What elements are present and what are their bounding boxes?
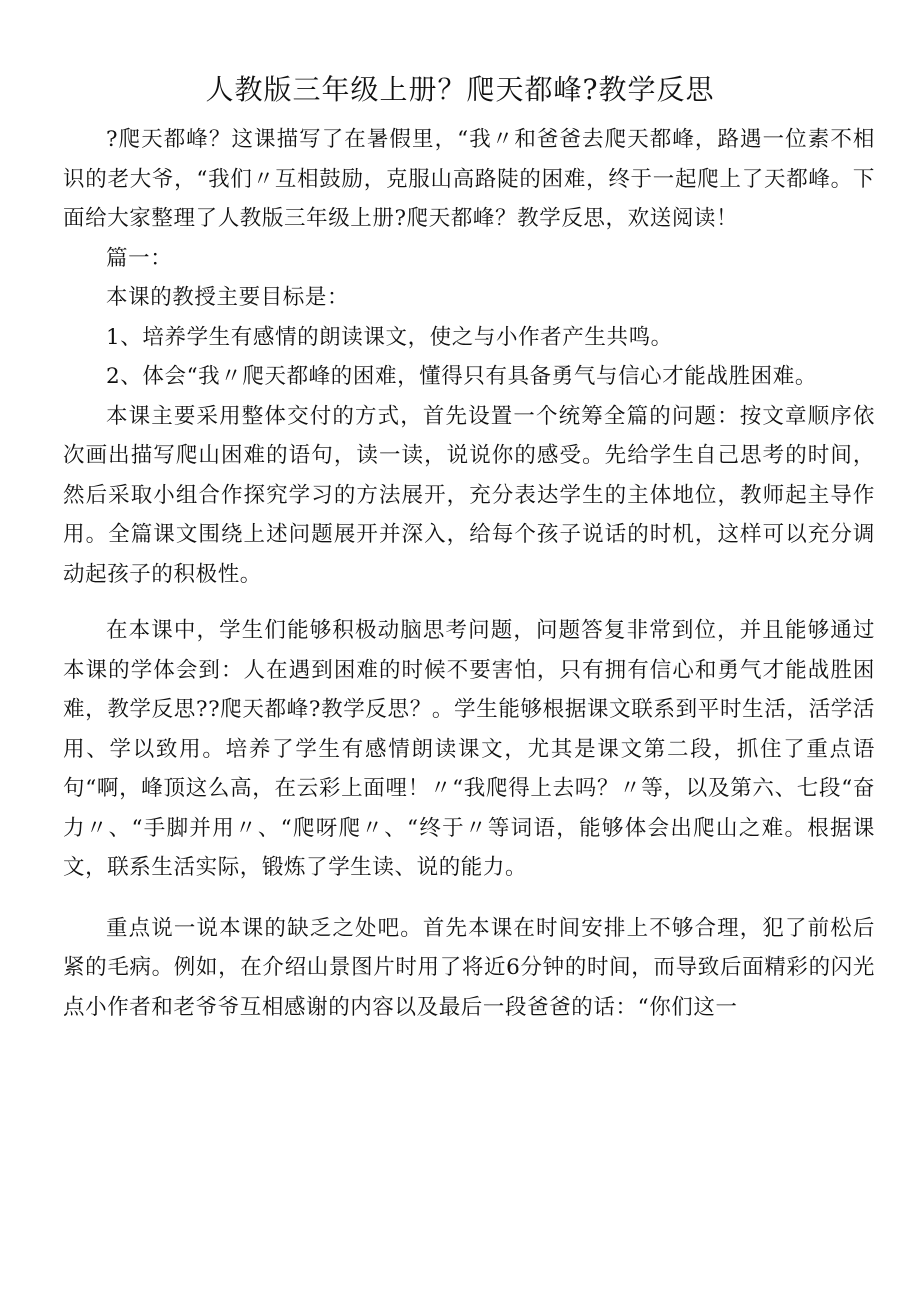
goal-item-2: 2、体会“我〃爬天都峰的困难，懂得只有具备勇气与信心才能战胜困难。: [106, 364, 817, 389]
intro-paragraph: ?爬天都峰？这课描写了在暑假里，“我〃和爸爸去爬天都峰，路遇一位素不相识的老大爷，“我们〃互相鼓励，克服山高路陡的困难，终于一起爬上了天都峰。下面给大家整理了人教版三年级上册?爬天都峰？教学反思，欢送阅读！: [63, 127, 875, 231]
document-body: [63, 120, 875, 1027]
section-heading: 篇一：: [106, 245, 173, 271]
result-paragraph: 在本课中，学生们能够积极动脑思考问题，问题答复非常到位，并且能够通过本课的学体会到：人在遇到困难的时候不要害怕，只有拥有信心和勇气才能战胜困难，教学反思??爬天都峰?教学反思？。学生能够根据课文联系到平时生活，活学活用、学以致用。培养了学生有感情朗读课文，尤其是课文第二段，抓住了重点语句“啊，峰顶这么高，在云彩上面哩！〃“我爬得上去吗？〃等，以及第六、七段“奋力〃、“手脚并用〃、“爬呀爬〃、“终于〃等词语，能够体会出爬山之难。根据课文，联系生活实际，锻炼了学生读、说的能力。: [63, 618, 875, 880]
goals-heading: 本课的教授主要目标是：: [106, 285, 350, 310]
goal-item-1: 1、培养学生有感情的朗读课文，使之与小作者产生共鸣。: [106, 324, 673, 350]
document-title: 人教版三年级上册？爬天都峰?教学反思: [205, 73, 715, 106]
shortcoming-paragraph: 重点说一说本课的缺乏之处吧。首先本课在时间安排上不够合理，犯了前松后紧的毛病。例如，在介绍山景图片时用了将近6分钟的时间，而导致后面精彩的闪光点小作者和老爷爷互相感谢的内容以及最后一段爸爸的话：“你们这一: [63, 915, 875, 1020]
method-paragraph: 本课主要采用整体交付的方式，首先设置一个统筹全篇的问题：按文章顺序依次画出描写爬山困难的语句，读一读，说说你的感受。先给学生自己思考的时间，然后采取小组合作探究学习的方法展开，充分表达学生的主体地位，教师起主导作用。全篇课文围绕上述问题展开并深入，给每个孩子说话的时机，这样可以充分调动起孩子的积极性。: [63, 403, 875, 587]
